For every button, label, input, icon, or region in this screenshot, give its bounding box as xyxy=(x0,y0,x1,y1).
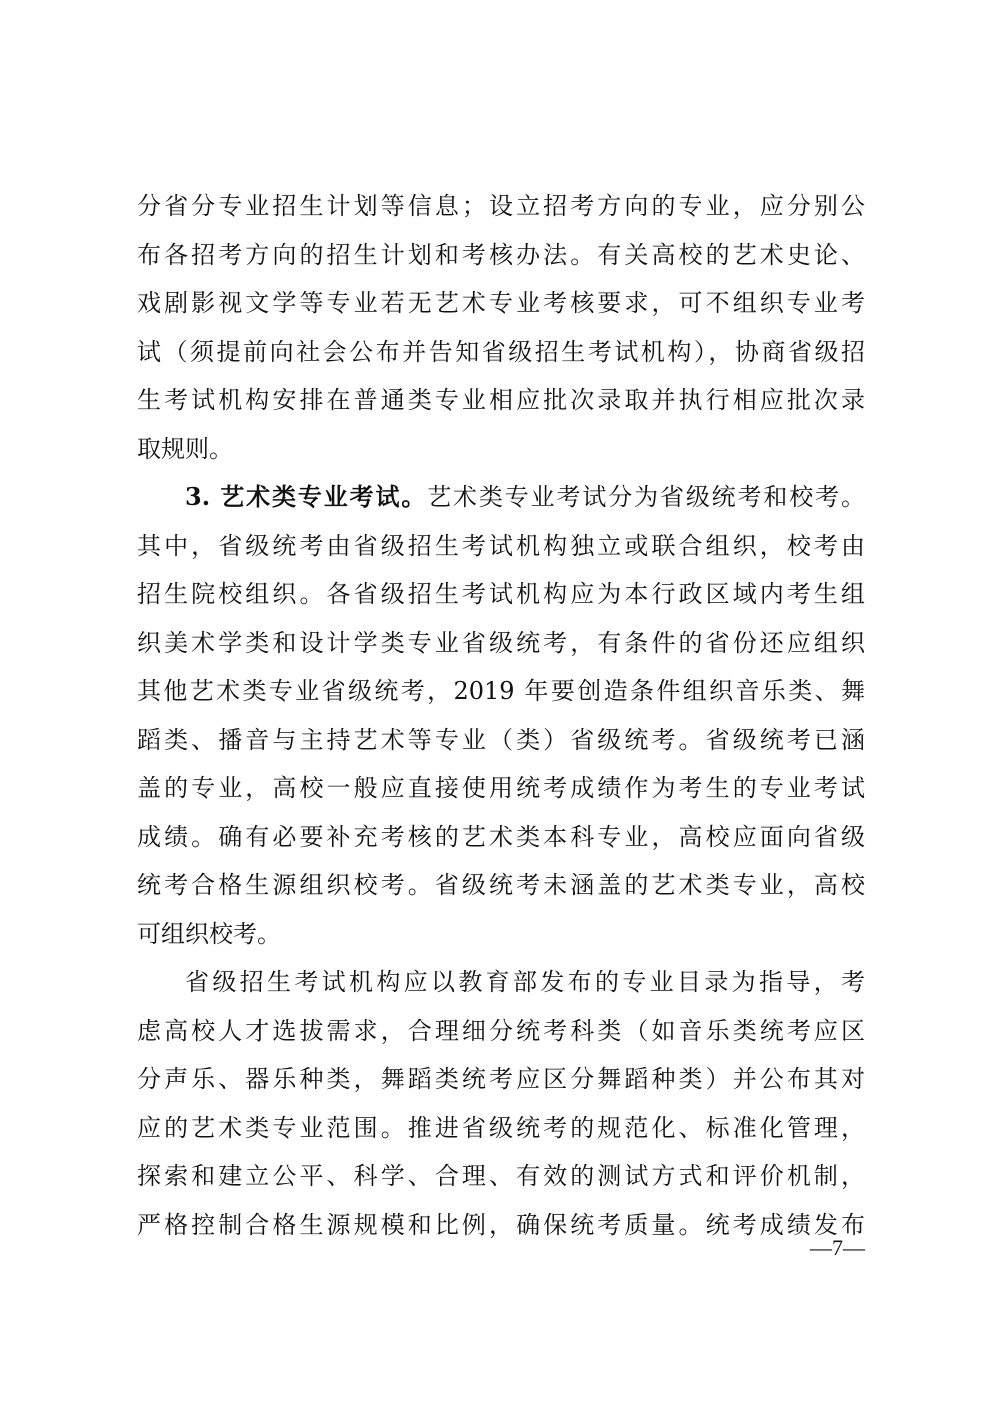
text-line: 成绩。确有必要补充考核的艺术类本科专业，高校应面向省级 xyxy=(137,822,865,851)
text-line: 省级招生考试机构应以教育部发布的专业目录为指导，考 xyxy=(185,968,865,996)
text-line: 分声乐、器乐种类，舞蹈类统考应区分舞蹈种类）并公布其对 xyxy=(137,1065,865,1093)
text-line: 虑高校人才选拔需求，合理细分统考科类（如音乐类统考应区 xyxy=(137,1016,865,1045)
text-line: 其他艺术类专业省级统考，2019 年要创造条件组织音乐类、舞 xyxy=(137,677,865,705)
paragraph-3 xyxy=(137,958,865,1249)
section-heading: 3. 艺术类专业考试。 xyxy=(185,482,428,511)
text-line: 盖的专业，高校一般应直接使用统考成绩作为考生的专业考试 xyxy=(137,774,865,802)
text-line: 戏剧影视文学等专业若无艺术专业考核要求，可不组织专业考 xyxy=(137,289,865,317)
page-number: —7— xyxy=(810,1235,865,1260)
text-line: 招生院校组织。各省级招生考试机构应为本行政区域内考生组 xyxy=(137,580,865,608)
heading-followup-text: 艺术类专业考试分为省级统考和校考。 xyxy=(427,483,865,511)
document-body xyxy=(137,182,865,1249)
text-line: 分省分专业招生计划等信息；设立招考方向的专业，应分别公 xyxy=(137,192,865,220)
text-line: 可组织校考。 xyxy=(137,919,281,948)
text-line: 织美术学类和设计学类专业省级统考，有条件的省份还应组织 xyxy=(137,628,865,657)
text-line: 取规则。 xyxy=(137,434,233,463)
text-line: 应的艺术类专业范围。推进省级统考的规范化、标准化管理， xyxy=(137,1113,865,1142)
text-line: 统考合格生源组织校考。省级统考未涵盖的艺术类专业，高校 xyxy=(137,871,865,899)
text-line: 其中，省级统考由省级招生考试机构独立或联合组织，校考由 xyxy=(137,531,865,560)
text-line: 布各招考方向的招生计划和考核办法。有关高校的艺术史论、 xyxy=(137,240,865,269)
paragraph-2 xyxy=(137,473,865,958)
paragraph-1 xyxy=(137,182,865,473)
text-line: 严格控制合格生源规模和比例，确保统考质量。统考成绩发布 xyxy=(137,1210,865,1239)
text-line-first xyxy=(137,473,865,522)
text-line: 试（须提前向社会公布并告知省级招生考试机构），协商省级招 xyxy=(137,337,865,366)
text-line: 蹈类、播音与主持艺术等专业（类）省级统考。省级统考已涵 xyxy=(137,725,865,754)
text-line: 生考试机构安排在普通类专业相应批次录取并执行相应批次录 xyxy=(137,386,865,414)
text-line: 探索和建立公平、科学、合理、有效的测试方式和评价机制， xyxy=(137,1162,865,1190)
